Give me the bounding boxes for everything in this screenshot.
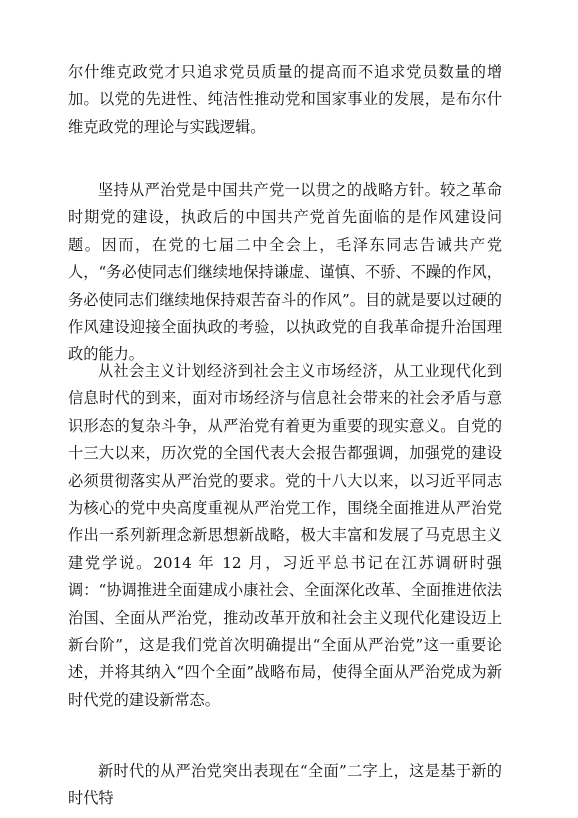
paragraph-bolshevik-logic: 尔什维克政党才只追求党员质量的提高而不追求党员数量的增加。以党的先进性、纯洁性推动党和国家事业的发展，是布尔什维克政党的理论与实践逻辑。 bbox=[68, 63, 502, 136]
paragraph-comprehensive-strict-governance: 从社会主义计划经济到社会主义市场经济，从工业现代化到信息时代的到来，面对市场经济与信息社会带来的社会矛盾与意识形态的复杂斗争，从严治党有着更为重要的现实意义。自党的十三大以来，历次党的全国代表大会报告都强调，加强党的建设必须贯彻落实从严治党的要求。党的十八大以来，以习近平同志为核心的党中央高度重视从严治党工作，围绕全面推进从严治党作出一系列新理念新思想新战略，极大丰富和发展了马克思主义建党学说。2014 年 12 月，习近平总书记在江苏调研时强调：“协调推进全面建成小康社会、全面深化改革、全面推进依法治国、全面从严治党，推动改革开放和社会主义现代化建设迈上新台阶”，这是我们党首次明确提出“全面从严治党”这一重要论述，并将其纳入“四个全面”战略布局，使得全面从严治党成为新时代党的建设新常态。 bbox=[68, 362, 502, 709]
paragraph-strict-governance-strategy: 坚持从严治党是中国共产党一以贯之的战略方针。较之革命时期党的建设，执政后的中国共产党首先面临的是作风建设问题。因而，在党的七届二中全会上，毛泽东同志告诫共产党人，“务必使同志们继续地保持谦虚、谨慎、不骄、不躁的作风，务必使同志们继续地保持艰苦奋斗的作风”。目的就是要以过硬的作风建设迎接全面执政的考验，以执政党的自我革命提升治国理政的能力。 bbox=[68, 181, 502, 364]
paragraph-new-era: 新时代的从严治党突出表现在“全面”二字上，这是基于新的时代特 bbox=[68, 762, 502, 808]
